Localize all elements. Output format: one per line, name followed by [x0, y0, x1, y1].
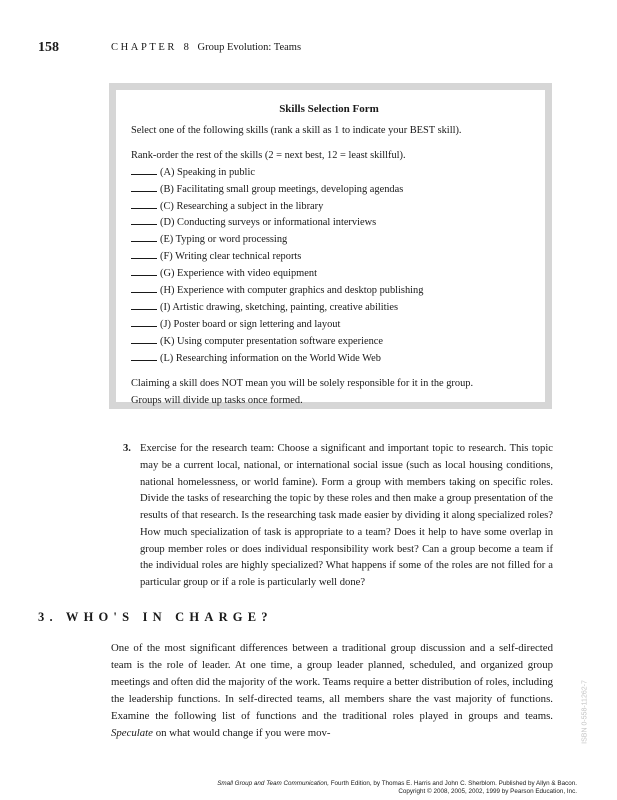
- page-number: 158: [38, 40, 59, 55]
- skill-item: [131, 317, 527, 334]
- section-heading: 3. WHO'S IN CHARGE?: [38, 610, 273, 624]
- skill-item: [131, 249, 527, 266]
- paragraph-text: One of the most significant differences between a traditional group discussion and a self-directed team is the role of leader. At one time, a group leader planned, scheduled, and organized group meetings and often did the majority of the work. Teams require a better distribution of roles, including the leadership functions. In self-directed teams, all members share the vast majority of functions. Examine the following list of functions and the traditional roles played in groups and teams.: [111, 642, 553, 722]
- rank-blank: [131, 334, 157, 344]
- skill-label: (B) Facilitating small group meetings, developing agendas: [160, 183, 404, 195]
- skill-label: (L) Researching information on the World Wide Web: [160, 352, 381, 364]
- rank-blank: [131, 215, 157, 225]
- skill-label: (E) Typing or word processing: [160, 234, 288, 246]
- form-instruction-rank: Rank-order the rest of the skills (2 = next best, 12 = least skillful).: [131, 149, 406, 161]
- skill-item: [131, 165, 527, 182]
- skill-item: [131, 351, 527, 368]
- skill-item: [131, 300, 527, 317]
- skill-item: [131, 283, 527, 300]
- footer-copyright: Copyright © 2008, 2005, 2002, 1999 by Pearson Education, Inc.: [398, 788, 577, 795]
- skill-item: [131, 199, 527, 216]
- paragraph-emphasis: Speculate: [111, 727, 153, 739]
- skill-item: [131, 182, 527, 199]
- skill-item: [131, 215, 527, 232]
- rank-blank: [131, 317, 157, 327]
- skill-label: (I) Artistic drawing, sketching, painting, creative abilities: [160, 301, 399, 313]
- chapter-title: Group Evolution: Teams: [197, 42, 302, 53]
- rank-blank: [131, 182, 157, 192]
- exercise-text: Exercise for the research team: Choose a significant and important topic to research. This topic may be a current local, national, or international social issue (such as local housing conditions, national homelessness, or world famine). Form a group with members taking on specific roles. Divide the tasks of researching the topic by these roles and then make a group presentation of the results of that research. Is the researching task made easier by dividing it along specialized roles? How much specialization of task is appropriate to a team? Does it help to have some overlap in group member roles or does individual responsibility work best? Can a group become a team if the individual roles are highly specialized? What happens if some of the roles are not filled for a particular group or if a role is particularly well done?: [140, 443, 553, 588]
- skills-list: [131, 165, 527, 368]
- isbn-text: ISBN 0-558-11262-7: [581, 680, 589, 744]
- skill-item: [131, 266, 527, 283]
- isbn-margin-note: [578, 652, 592, 772]
- form-note-groups: Groups will divide up tasks once formed.: [131, 394, 303, 406]
- skill-item: [131, 334, 527, 351]
- skills-form-content: [116, 90, 545, 406]
- skill-label: (F) Writing clear technical reports: [160, 251, 302, 263]
- rank-blank: [131, 199, 157, 209]
- skill-label: (K) Using computer presentation software experience: [160, 335, 384, 347]
- exercise-item: [123, 441, 553, 592]
- skill-label: (A) Speaking in public: [160, 166, 255, 178]
- rank-blank: [131, 266, 157, 276]
- chapter-label: CHAPTER: [111, 42, 178, 53]
- skill-label: (C) Researching a subject in the library: [160, 200, 324, 212]
- form-instruction-select: Select one of the following skills (rank a skill as 1 to indicate your BEST skill).: [131, 124, 462, 136]
- skill-item: [131, 232, 527, 249]
- skill-label: (J) Poster board or sign lettering and layout: [160, 318, 341, 330]
- exercise-number: 3.: [123, 443, 131, 454]
- form-note-claiming: Claiming a skill does NOT mean you will be solely responsible for it in the group.: [131, 377, 474, 389]
- rank-blank: [131, 283, 157, 293]
- running-head: [111, 42, 301, 53]
- paragraph-text-end: on what would change if you were mov-: [155, 727, 331, 739]
- skill-label: (G) Experience with video equipment: [160, 268, 317, 280]
- footer-credit-line: Fourth Edition, by Thomas E. Harris and John C. Sherblom. Published by Allyn & Bacon.: [330, 780, 577, 787]
- skill-label: (H) Experience with computer graphics and desktop publishing: [160, 285, 424, 297]
- skills-form-box: [109, 83, 552, 409]
- rank-blank: [131, 232, 157, 242]
- rank-blank: [131, 351, 157, 361]
- page-footer: [217, 780, 577, 796]
- rank-blank: [131, 300, 157, 310]
- section-paragraph: [111, 640, 553, 742]
- skill-label: (D) Conducting surveys or informational interviews: [160, 217, 377, 229]
- form-title: Skills Selection Form: [279, 103, 379, 115]
- footer-credit: [217, 780, 577, 788]
- rank-blank: [131, 165, 157, 175]
- footer-book-title: Small Group and Team Communication,: [217, 780, 329, 787]
- chapter-number: 8: [183, 42, 189, 53]
- rank-blank: [131, 249, 157, 259]
